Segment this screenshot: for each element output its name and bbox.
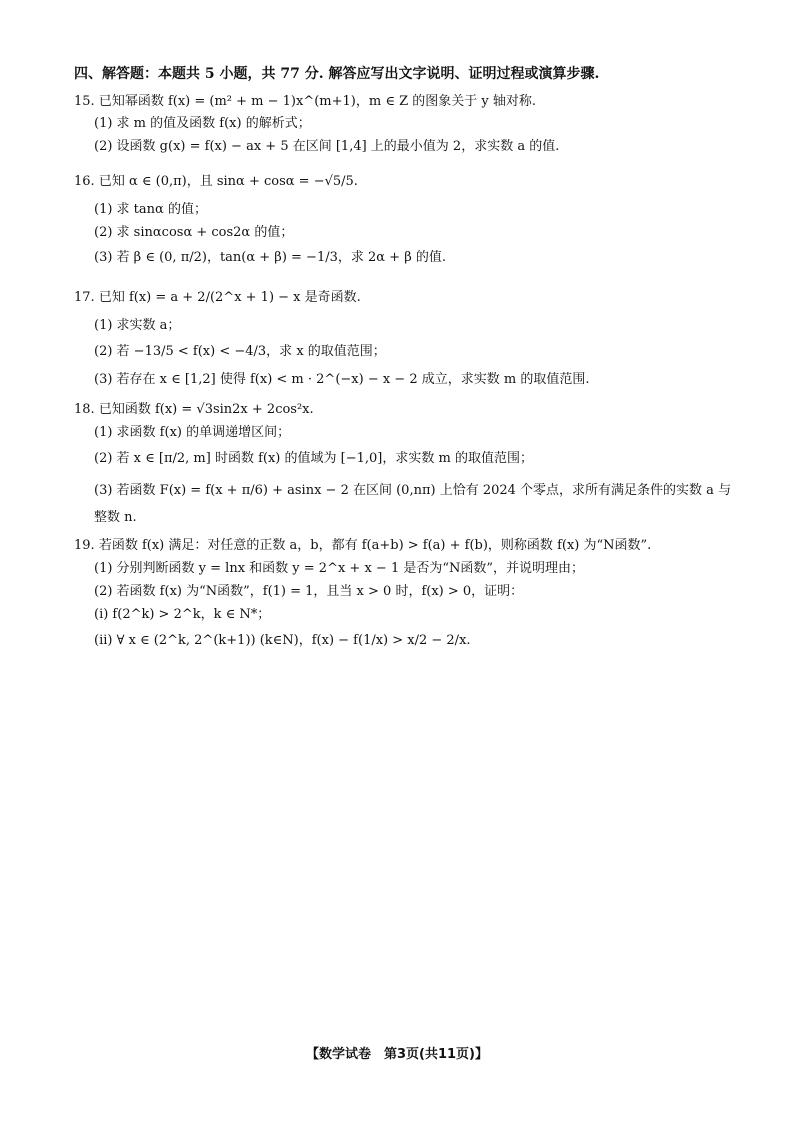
question-19-part-2: (2) 若函数 f(x) 为“N函数”，f(1) = 1，且当 x > 0 时，f(x) > 0，证明： (94, 584, 524, 599)
question-19-part-2-ii: (ii) ∀ x ∈ (2^k, 2^(k+1)) (k∈N)，f(x) − f(1/x) > x/2 − 2/x. (94, 633, 471, 648)
question-17-stem (74, 290, 361, 306)
question-number: 16. (74, 174, 95, 189)
question-number: 19. (74, 538, 95, 553)
question-18-part-3: (3) 若函数 F(x) = f(x + π/6) + asinx − 2 在区间 (0,nπ) 上恰有 2024 个零点，求所有满足条件的实数 a 与 (94, 483, 732, 498)
question-text: 已知幂函数 f(x) = (m² + m − 1)x^(m+1)，m ∈ Z 的图象关于 y 轴对称. (98, 94, 536, 109)
question-19-part-1: (1) 分别判断函数 y = lnx 和函数 y = 2^x + x − 1 是否为“N函数”，并说明理由； (94, 561, 585, 576)
question-number: 15. (74, 94, 95, 109)
question-15-stem (74, 94, 536, 110)
question-18-part-2: (2) 若 x ∈ [π/2, m] 时函数 f(x) 的值域为 [−1,0]，求实数 m 的取值范围； (94, 451, 533, 466)
question-number: 17. (74, 290, 95, 305)
question-text: 已知 f(x) = a + 2/(2^x + 1) − x 是奇函数. (98, 290, 361, 305)
question-15-part-2: (2) 设函数 g(x) = f(x) − ax + 5 在区间 [1,4] 上的最小值为 2，求实数 a 的值. (94, 139, 560, 154)
question-text: 已知函数 f(x) = √3sin2x + 2cos²x. (98, 402, 314, 417)
question-17-part-3: (3) 若存在 x ∈ [1,2] 使得 f(x) < m · 2^(−x) − x − 2 成立，求实数 m 的取值范围. (94, 372, 590, 387)
question-text: 若函数 f(x) 满足：对任意的正数 a，b，都有 f(a+b) > f(a) + f(b)，则称函数 f(x) 为“N函数”. (98, 538, 652, 553)
question-18-part-3-continued: 整数 n. (94, 510, 137, 525)
section-heading: 四、解答题：本题共 5 小题，共 77 分. 解答应写出文字说明、证明过程或演算步骤. (74, 66, 600, 82)
question-16-stem (74, 174, 358, 190)
question-18-stem (74, 402, 314, 418)
question-number: 18. (74, 402, 95, 417)
page-footer: 【数学试卷 第3页(共11页)】 (305, 1047, 489, 1062)
question-16-part-2: (2) 求 sinαcosα + cos2α 的值； (94, 225, 294, 240)
question-17-part-2: (2) 若 −13/5 < f(x) < −4/3，求 x 的取值范围； (94, 344, 386, 359)
question-text: 已知 α ∈ (0,π)，且 sinα + cosα = −√5/5. (98, 174, 358, 189)
question-19-part-2-i: (i) f(2^k) > 2^k，k ∈ N*； (94, 607, 271, 622)
question-19-stem (74, 538, 651, 554)
question-18-part-1: (1) 求函数 f(x) 的单调递增区间； (94, 425, 291, 440)
question-15-part-1: (1) 求 m 的值及函数 f(x) 的解析式； (94, 116, 311, 131)
question-17-part-1: (1) 求实数 a； (94, 318, 181, 333)
question-16-part-3: (3) 若 β ∈ (0, π/2)，tan(α + β) = −1/3，求 2α + β 的值. (94, 250, 446, 265)
question-16-part-1: (1) 求 tanα 的值； (94, 202, 207, 217)
